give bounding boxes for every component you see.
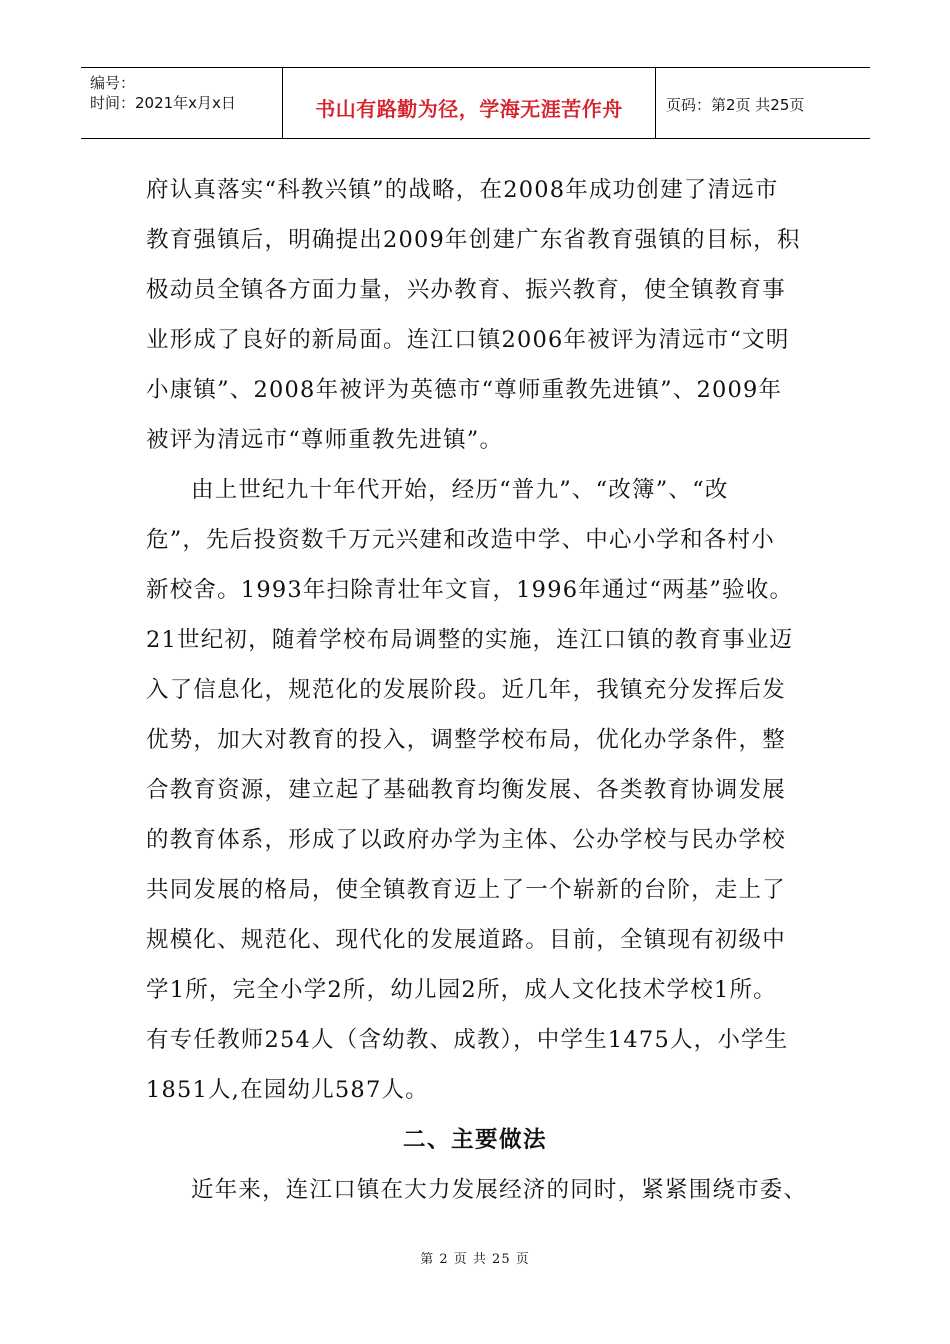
body-line: 由上世纪九十年代开始，经历“普九”、“改簿”、“改 [191, 477, 729, 503]
body-line: 新校舍。1993年扫除青壮年文盲，1996年通过“两基”验收。 [146, 577, 794, 603]
body-line: 21世纪初，随着学校布局调整的实施，连江口镇的教育事业迈 [146, 627, 794, 653]
body-line: 有专任教师254人（含幼教、成教），中学生1475人，小学生 [146, 1027, 789, 1053]
body-line: 入了信息化，规范化的发展阶段。近几年，我镇充分发挥后发 [146, 677, 786, 703]
header-motto-cell [283, 68, 656, 138]
body-line: 府认真落实“科教兴镇”的战略，在2008年成功创建了清远市 [146, 177, 779, 203]
date-label: 时间：2021年x月x日 [90, 94, 236, 112]
body-line: 危”，先后投资数千万元兴建和改造中学、中心小学和各村小 [146, 527, 775, 553]
header-page-cell [656, 68, 870, 138]
header-motto: 书山有路勤为径，学海无涯苦作舟 [315, 97, 623, 121]
body-line: 极动员全镇各方面力量，兴办教育、振兴教育，使全镇教育事 [146, 277, 786, 303]
body-line: 的教育体系，形成了以政府办学为主体、公办学校与民办学校 [146, 827, 786, 853]
body-line: 业形成了良好的新局面。连江口镇2006年被评为清远市“文明 [146, 327, 790, 353]
body-line: 1851人,在园幼儿587人。 [146, 1077, 429, 1103]
body-line: 小康镇”、2008年被评为英德市“尊师重教先进镇”、2009年 [146, 377, 783, 403]
document-body [146, 165, 808, 1215]
body-line: 规模化、规范化、现代化的发展道路。目前，全镇现有初级中 [146, 927, 786, 953]
page-footer: 第 2 页 共 25 页 [420, 1252, 530, 1267]
body-line: 合教育资源，建立起了基础教育均衡发展、各类教育协调发展 [146, 777, 786, 803]
header-page-info: 页码：第2页 共25页 [666, 96, 805, 114]
section-heading: 二、主要做法 [402, 1127, 547, 1153]
page-header [81, 67, 870, 139]
header-meta-cell [81, 68, 283, 138]
body-line: 被评为清远市“尊师重教先进镇”。 [146, 427, 504, 453]
body-line: 优势，加大对教育的投入，调整学校布局，优化办学条件，整 [146, 727, 786, 753]
serial-number-label: 编号： [90, 74, 136, 92]
body-line: 近年来，连江口镇在大力发展经济的同时，紧紧围绕市委、 [191, 1177, 808, 1203]
body-line: 学1所，完全小学2所，幼儿园2所，成人文化技术学校1所。 [146, 977, 777, 1003]
body-line: 教育强镇后，明确提出2009年创建广东省教育强镇的目标，积 [146, 227, 801, 253]
body-line: 共同发展的格局，使全镇教育迈上了一个崭新的台阶，走上了 [146, 877, 786, 903]
